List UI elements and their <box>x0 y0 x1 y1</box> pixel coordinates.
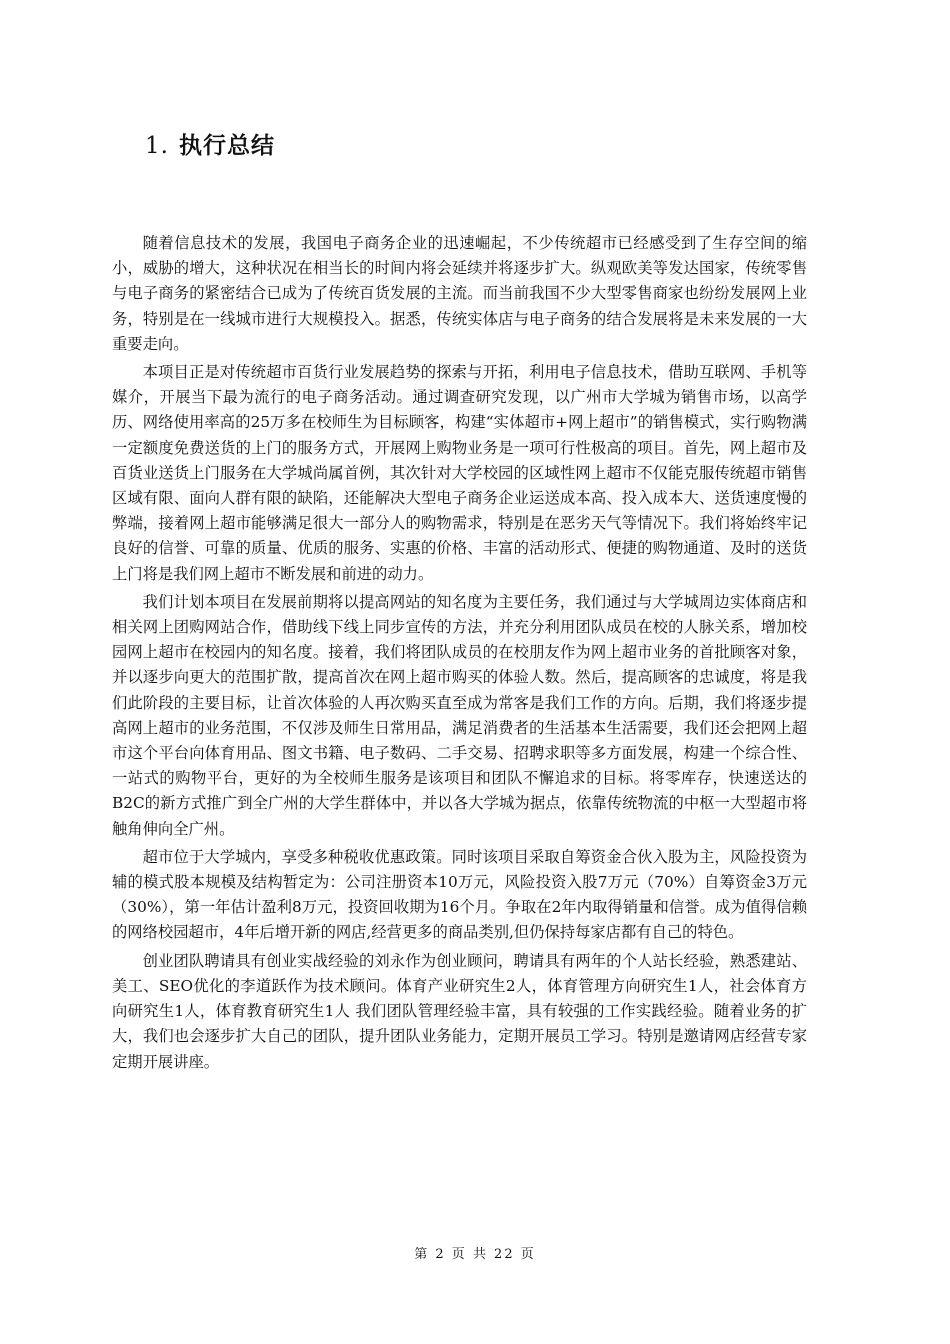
paragraph-development-plan: 我们计划本项目在发展前期将以提高网站的知名度为主要任务，我们通过与大学城周边实体商店和相关网上团购网站合作，借助线下线上同步宣传的方法，并充分利用团队成员在校的人脉关系，增加校园网上超市在校园内的知名度。接着，我们将团队成员的在校朋友作为网上超市业务的首批顾客对象，并以逐步向更大的范围扩散，提高首次在网上超市购买的体验人数。然后，提高顾客的忠诚度，将是我们此阶段的主要目标，让首次体验的人再次购买直至成为常客是我们工作的方向。后期，我们将逐步提高网上超市的业务范围，不仅涉及师生日常用品，满足消费者的生活基本生活需要，我们还会把网上超市这个平台向体育用品、图文书籍、电子数码、二手交易、招聘求职等多方面发展，构建一个综合性、一站式的购物平台，更好的为全校师生服务是该项目和团队不懈追求的目标。将零库存，快速送达的B2C的新方式推广到全广州的大学生群体中，并以各大学城为据点，依靠传统物流的中枢一大型超市将触角伸向全广州。 <box>112 592 807 838</box>
section-heading <box>145 128 275 164</box>
paragraph-background: 随着信息技术的发展，我国电子商务企业的迅速崛起，不少传统超市已经感受到了生存空间的缩小，威胁的增大，这种状况在相当长的时间内将会延续并将逐步扩大。纵观欧美等发达国家，传统零售与电子商务的紧密结合已成为了传统百货发展的主流。而当前我国不少大型零售商家也纷纷发展网上业务，特别是在一线城市进行大规模投入。据悉，传统实体店与电子商务的结合发展将是未来发展的一大重要走向。 <box>112 234 807 353</box>
section-number: 1. <box>145 133 169 159</box>
page-footer: 第 2 页 共 22 页 <box>414 1247 536 1262</box>
paragraph-team: 创业团队聘请具有创业实战经验的刘永作为创业顾问，聘请具有两年的个人站长经验，熟悉建站、美工、SEO优化的李道跃作为技术顾问。体育产业研究生2人，体育管理方向研究生1人，社会体育方向研究生1人，体育教育研究生1人 我们团队管理经验丰富，具有较强的工作实践经验。随着业务的扩大，我们也会逐步扩大自己的团队，提升团队业务能力，定期开展员工学习。特别是邀请网店经营专家定期开展讲座。 <box>112 951 807 1071</box>
document-body <box>112 231 807 1075</box>
section-title: 执行总结 <box>178 133 275 159</box>
paragraph-project-overview: 本项目正是对传统超市百货行业发展趋势的探索与开拓，利用电子信息技术，借助互联网、手机等媒介，开展当下最为流行的电子商务活动。通过调查研究发现，以广州市大学城为销售市场，以高学历、网络使用率高的25万多在校师生为目标顾客，构建“实体超市+网上超市”的销售模式，实行购物满一定额度免费送货的上门的服务方式，开展网上购物业务是一项可行性极高的项目。首先，网上超市及百货业送货上门服务在大学城尚属首例，其次针对大学校园的区域性网上超市不仅能克服传统超市销售区域有限、面向人群有限的缺陷，还能解决大型电子商务企业运送成本高、投入成本大、送货速度慢的弊端，接着网上超市能够满足很大一部分人的购物需求，特别是在恶劣天气等情况下。我们将始终牢记良好的信誉、可靠的质量、优质的服务、实惠的价格、丰富的活动形式、便捷的购物通道、及时的送货上门将是我们网上超市不断发展和前进的动力。 <box>112 363 807 583</box>
paragraph-financing: 超市位于大学城内，享受多种税收优惠政策。同时该项目采取自筹资金合伙入股为主，风险投资为辅的模式股本规模及结构暂定为：公司注册资本10万元，风险投资入股7万元（70%）自筹资金3万元（30%），第一年估计盈利8万元，投资回收期为16个月。争取在2年内取得销量和信誉。成为值得信赖的网络校园超市，4年后增开新的网店,经营更多的商品类别,但仍保持每家店都有自己的特色。 <box>112 847 807 942</box>
